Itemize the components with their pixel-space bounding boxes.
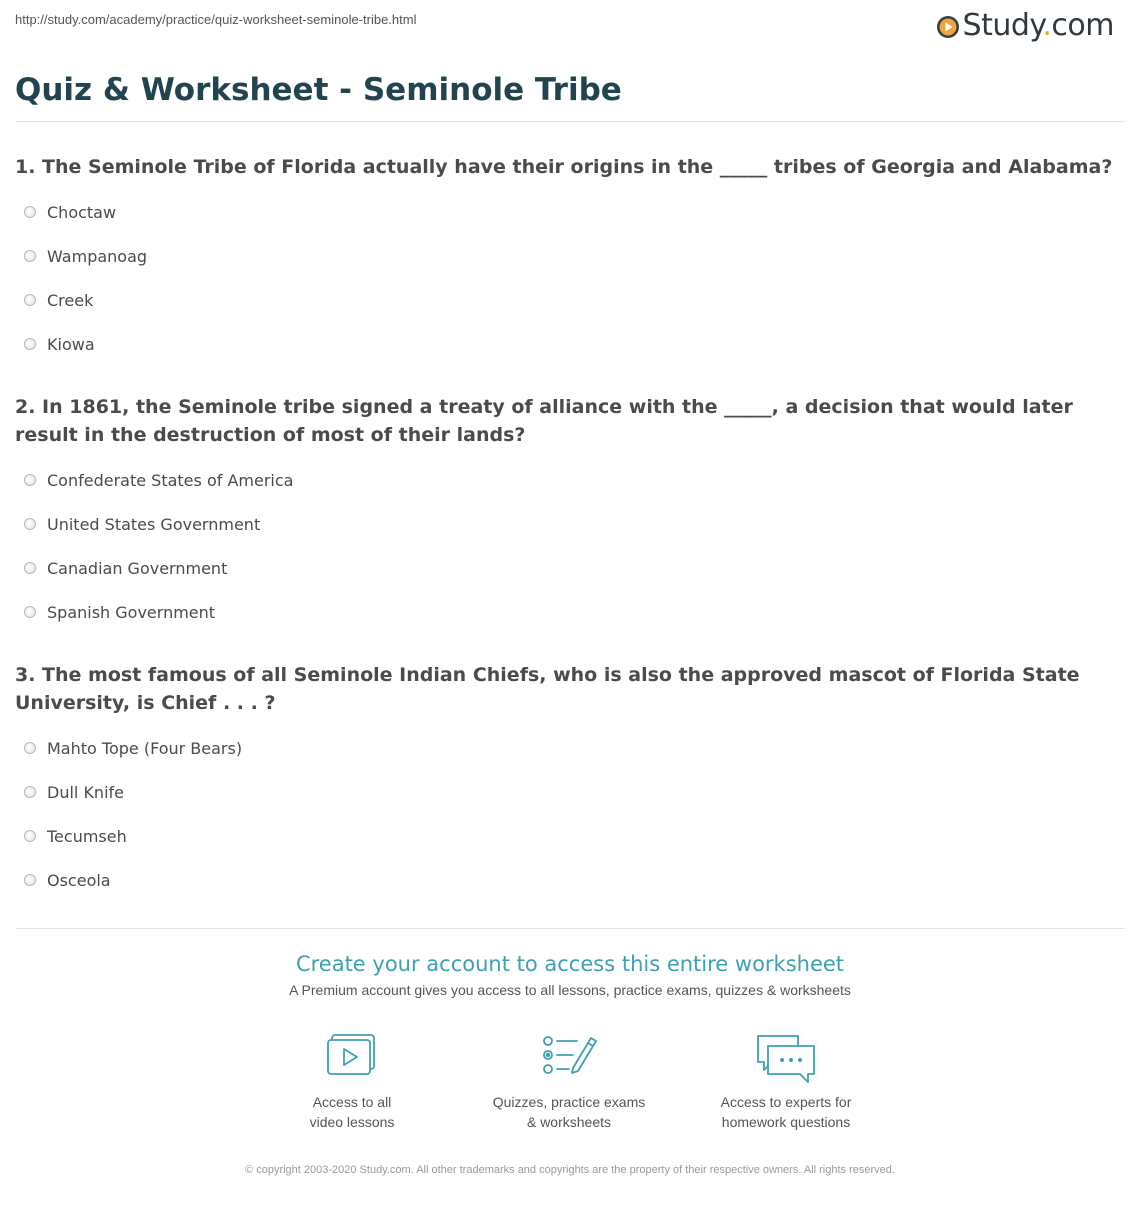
- question-3: [15, 661, 1125, 909]
- answer-option[interactable]: [15, 509, 1125, 553]
- radio-button[interactable]: [24, 338, 36, 350]
- radio-button[interactable]: [24, 874, 36, 886]
- answer-label: Wampanoag: [47, 246, 148, 266]
- radio-button[interactable]: [24, 830, 36, 842]
- feature-label-line2: homework questions: [721, 1114, 851, 1130]
- answer-option[interactable]: [15, 553, 1125, 597]
- page-url: http://study.com/academy/practice/quiz-worksheet-seminole-tribe.html: [15, 12, 417, 27]
- answer-label: Tecumseh: [47, 826, 127, 846]
- feature-experts: [686, 1032, 886, 1132]
- answer-label: Osceola: [47, 870, 111, 890]
- radio-button[interactable]: [24, 786, 36, 798]
- answer-label: Mahto Tope (Four Bears): [47, 738, 243, 758]
- answer-label: Creek: [47, 290, 94, 310]
- feature-label-line1: Access to all: [312, 1094, 392, 1110]
- answer-option[interactable]: [15, 777, 1125, 821]
- study-logo[interactable]: [936, 8, 1114, 43]
- question-1: [15, 153, 1125, 373]
- logo-name: Study: [962, 8, 1043, 43]
- radio-button[interactable]: [24, 742, 36, 754]
- answer-option[interactable]: [15, 241, 1125, 285]
- answer-label: Spanish Government: [47, 602, 216, 622]
- answer-option[interactable]: [15, 329, 1125, 373]
- question-2: [15, 393, 1125, 641]
- answer-option[interactable]: [15, 865, 1125, 909]
- feature-label-line1: Quizzes, practice exams: [492, 1094, 646, 1110]
- feature-label-line1: Access to experts for: [720, 1094, 852, 1110]
- answer-label: Canadian Government: [47, 558, 228, 578]
- chat-bubbles-icon: [754, 1032, 818, 1084]
- radio-button[interactable]: [24, 518, 36, 530]
- question-text: 3. The most famous of all Seminole Indian Chiefs, who is also the approved mascot of Florida State University, is Chief . . . ?: [15, 664, 1080, 714]
- copyright-text: © copyright 2003-2020 Study.com. All other trademarks and copyrights are the property of their respective owners. All rights reserved.: [245, 1164, 895, 1176]
- answer-label: Confederate States of America: [47, 470, 294, 490]
- quiz-checklist-icon: [539, 1032, 599, 1078]
- answer-label: Choctaw: [47, 202, 117, 222]
- answer-label: Kiowa: [47, 334, 95, 354]
- radio-button[interactable]: [24, 250, 36, 262]
- play-circle-icon: [936, 15, 960, 39]
- feature-label-line2: & worksheets: [526, 1114, 612, 1130]
- radio-button[interactable]: [24, 562, 36, 574]
- radio-button[interactable]: [24, 606, 36, 618]
- feature-video-lessons: [252, 1032, 452, 1132]
- video-lessons-icon: [324, 1032, 380, 1078]
- answer-label: United States Government: [47, 514, 261, 534]
- answer-option[interactable]: [15, 465, 1125, 509]
- question-text: 2. In 1861, the Seminole tribe signed a treaty of alliance with the _____, a decision that would later result in the destruction of most of their lands?: [15, 396, 1073, 446]
- page-title: Quiz & Worksheet - Seminole Tribe: [15, 72, 622, 108]
- answer-label: Dull Knife: [47, 782, 124, 802]
- cta-divider: [15, 928, 1125, 929]
- answer-option[interactable]: [15, 597, 1125, 641]
- answer-option[interactable]: [15, 285, 1125, 329]
- cta-subtitle: A Premium account gives you access to all lessons, practice exams, quizzes & worksheets: [289, 982, 851, 998]
- title-divider: [15, 121, 1125, 122]
- cta-title[interactable]: Create your account to access this entire worksheet: [295, 952, 845, 976]
- logo-tld: com: [1051, 8, 1114, 43]
- question-text: 1. The Seminole Tribe of Florida actually have their origins in the _____ tribes of Georgia and Alabama?: [15, 156, 1113, 178]
- answer-option[interactable]: [15, 733, 1125, 777]
- radio-button[interactable]: [24, 206, 36, 218]
- answer-option[interactable]: [15, 821, 1125, 865]
- answer-option[interactable]: [15, 197, 1125, 241]
- feature-quizzes: [469, 1032, 669, 1132]
- feature-label-line2: video lessons: [309, 1114, 395, 1130]
- radio-button[interactable]: [24, 294, 36, 306]
- radio-button[interactable]: [24, 474, 36, 486]
- logo-dot: .: [1042, 8, 1052, 43]
